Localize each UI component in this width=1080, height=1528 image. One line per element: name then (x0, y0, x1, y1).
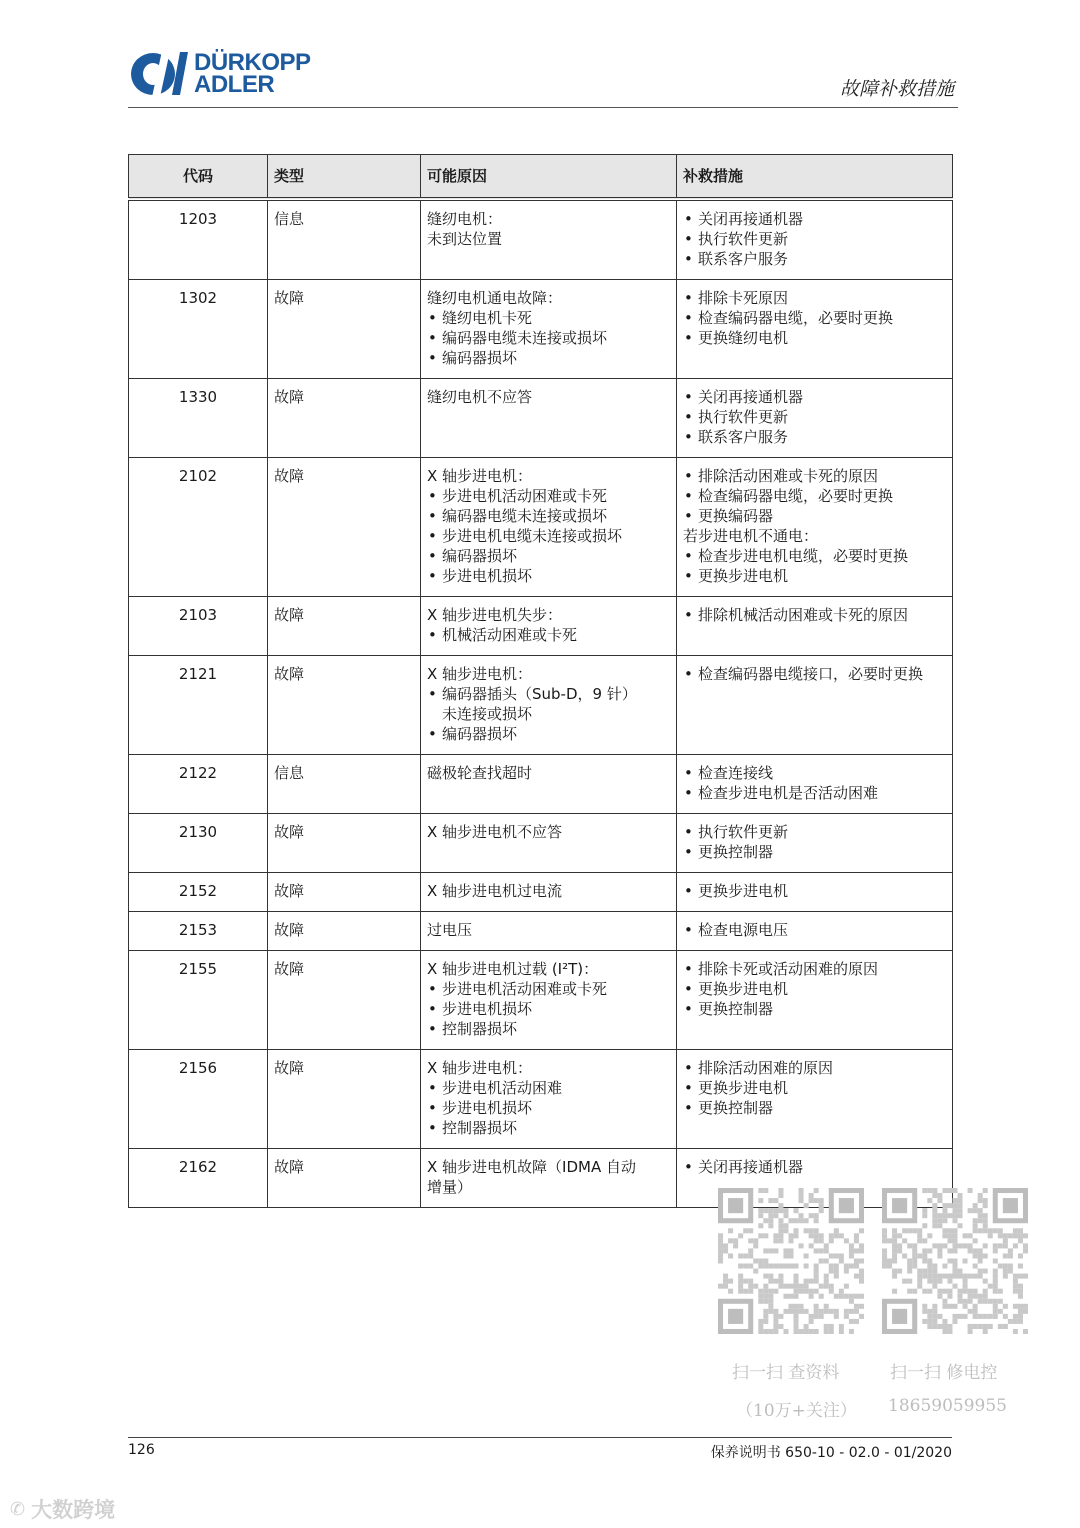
corner-watermark (10, 1494, 115, 1524)
bullet-item: • 更换编码器 (683, 506, 946, 526)
bullet-item: • 关闭再接通机器 (683, 1157, 946, 1177)
error-code: 2102 (129, 458, 268, 597)
bullet-item: • 检查编码器电缆，必要时更换 (683, 308, 946, 328)
table-row (129, 597, 953, 656)
text-line: 增量） (427, 1178, 473, 1196)
remedy-measures (677, 597, 953, 656)
possible-cause (421, 597, 677, 656)
table-row (129, 656, 953, 755)
bullet-item: • 编码器电缆未连接或损坏 (427, 506, 670, 526)
bullet-item: • 关闭再接通机器 (683, 209, 946, 229)
table-row (129, 199, 953, 280)
text-line: 磁极轮查找超时 (427, 764, 533, 782)
bullet-item: • 检查连接线 (683, 763, 946, 783)
section-title: 故障补救措施 (839, 78, 954, 100)
error-type: 信息 (268, 755, 421, 814)
bullet-item: • 更换控制器 (683, 1098, 946, 1118)
error-code: 2156 (129, 1050, 268, 1149)
possible-cause (421, 814, 677, 873)
bullet-item: • 步进电机损坏 (427, 999, 670, 1019)
remedy-measures (677, 280, 953, 379)
brand-line-2: ADLER (194, 71, 275, 98)
bullet-item: • 机械活动困难或卡死 (427, 625, 670, 645)
text-line: X 轴步进电机： (427, 665, 533, 683)
bullet-item: • 步进电机损坏 (427, 1098, 670, 1118)
bullet-item: • 编码器插头（Sub-D，9 针） (427, 684, 670, 704)
brand-wordmark (194, 49, 311, 98)
bullet-item: • 步进电机电缆未连接或损坏 (427, 526, 670, 546)
bullet-item: • 联系客户服务 (683, 427, 946, 447)
bullet-item: • 控制器损坏 (427, 1019, 670, 1039)
bullet-item: • 更换步进电机 (683, 979, 946, 999)
table-row (129, 873, 953, 912)
possible-cause (421, 1149, 677, 1208)
bullet-item: • 编码器损坏 (427, 724, 670, 744)
error-code: 1203 (129, 199, 268, 280)
table-body (129, 199, 953, 1208)
error-type: 故障 (268, 1149, 421, 1208)
error-code: 2122 (129, 755, 268, 814)
bullet-item: • 编码器损坏 (427, 348, 670, 368)
bullet-item: • 更换控制器 (683, 842, 946, 862)
text-line: 未到达位置 (427, 230, 503, 248)
bullet-item: • 排除卡死原因 (683, 288, 946, 308)
column-header-remedy: 补救措施 (677, 155, 953, 200)
text-line: 缝纫电机通电故障： (427, 289, 563, 307)
remedy-measures (677, 912, 953, 951)
column-header-type: 类型 (268, 155, 421, 200)
bullet-item: • 排除机械活动困难或卡死的原因 (683, 605, 946, 625)
error-type: 故障 (268, 1050, 421, 1149)
bullet-item: • 编码器电缆未连接或损坏 (427, 328, 670, 348)
error-code: 2121 (129, 656, 268, 755)
error-type: 信息 (268, 199, 421, 280)
bullet-item: • 联系客户服务 (683, 249, 946, 269)
bullet-item: • 检查电源电压 (683, 920, 946, 940)
error-code: 2152 (129, 873, 268, 912)
error-type: 故障 (268, 656, 421, 755)
remedy-measures (677, 814, 953, 873)
brand-line-1: DÜRKOPP (194, 49, 311, 76)
brand-logo (128, 50, 311, 98)
error-code-table (128, 154, 953, 1208)
bullet-item: • 步进电机活动困难或卡死 (427, 486, 670, 506)
remedy-measures (677, 755, 953, 814)
text-line: X 轴步进电机不应答 (427, 823, 563, 841)
text-line: X 轴步进电机： (427, 1059, 533, 1077)
error-type: 故障 (268, 814, 421, 873)
qr-caption: 扫一扫 修电控 (890, 1363, 998, 1383)
possible-cause (421, 912, 677, 951)
remedy-measures (677, 458, 953, 597)
error-type: 故障 (268, 458, 421, 597)
bullet-item: • 更换步进电机 (683, 566, 946, 586)
remedy-measures (677, 656, 953, 755)
bullet-item: • 更换控制器 (683, 999, 946, 1019)
error-code: 2103 (129, 597, 268, 656)
text-line: X 轴步进电机过电流 (427, 882, 563, 900)
error-code: 2153 (129, 912, 268, 951)
error-type: 故障 (268, 873, 421, 912)
error-code: 1330 (129, 379, 268, 458)
text-line: 缝纫电机不应答 (427, 388, 533, 406)
bullet-item: • 控制器损坏 (427, 1118, 670, 1138)
bullet-item: • 更换步进电机 (683, 1078, 946, 1098)
error-type: 故障 (268, 951, 421, 1050)
table-row (129, 814, 953, 873)
bullet-item: • 检查编码器电缆接口，必要时更换 (683, 664, 946, 684)
remedy-measures (677, 873, 953, 912)
table-row (129, 458, 953, 597)
document-reference: 保养说明书 650-10 - 02.0 - 01/2020 (710, 1445, 952, 1461)
text-line: X 轴步进电机过载 (I²T)： (427, 960, 599, 978)
table-row (129, 280, 953, 379)
error-type: 故障 (268, 912, 421, 951)
remedy-measures (677, 379, 953, 458)
footer-divider (128, 1437, 952, 1438)
error-type: 故障 (268, 597, 421, 656)
text-line: X 轴步进电机失步： (427, 606, 563, 624)
text-line: 若步进电机不通电： (683, 527, 819, 545)
column-header-cause: 可能原因 (421, 155, 677, 200)
table-row (129, 1050, 953, 1149)
table-row (129, 379, 953, 458)
possible-cause (421, 1050, 677, 1149)
possible-cause (421, 280, 677, 379)
possible-cause (421, 755, 677, 814)
possible-cause (421, 656, 677, 755)
table-row (129, 755, 953, 814)
possible-cause (421, 951, 677, 1050)
table-header-row (129, 155, 953, 200)
remedy-measures (677, 951, 953, 1050)
error-code: 2155 (129, 951, 268, 1050)
error-code: 2162 (129, 1149, 268, 1208)
error-code: 1302 (129, 280, 268, 379)
qr-caption: 扫一扫 查资料 (732, 1363, 840, 1383)
bullet-item: • 更换缝纫电机 (683, 328, 946, 348)
bullet-item: • 检查步进电机电缆，必要时更换 (683, 546, 946, 566)
text-line: 缝纫电机： (427, 210, 503, 228)
bullet-item: • 缝纫电机卡死 (427, 308, 670, 328)
error-code: 2130 (129, 814, 268, 873)
text-line: 过电压 (427, 921, 473, 939)
remedy-measures (677, 1050, 953, 1149)
qr-code-icon (718, 1188, 864, 1334)
bullet-item: • 执行软件更新 (683, 407, 946, 427)
bullet-item: • 检查步进电机是否活动困难 (683, 783, 946, 803)
qr-caption: 18659059955 (888, 1396, 1007, 1416)
bullet-item: • 更换步进电机 (683, 881, 946, 901)
watermark-text: 大数跨境 (31, 1498, 116, 1522)
text-line: 未连接或损坏 (442, 705, 533, 723)
header-divider (128, 107, 958, 108)
possible-cause (421, 199, 677, 280)
table-row (129, 951, 953, 1050)
bullet-item: • 执行软件更新 (683, 229, 946, 249)
bullet-item: • 排除活动困难或卡死的原因 (683, 466, 946, 486)
duerkopp-adler-logo-icon (128, 50, 188, 98)
text-line: X 轴步进电机： (427, 467, 533, 485)
possible-cause (421, 458, 677, 597)
bullet-item: • 执行软件更新 (683, 822, 946, 842)
bullet-item: • 排除活动困难的原因 (683, 1058, 946, 1078)
possible-cause (421, 873, 677, 912)
possible-cause (421, 379, 677, 458)
bullet-item: • 步进电机活动困难或卡死 (427, 979, 670, 999)
page-number: 126 (128, 1442, 155, 1458)
table-row (129, 912, 953, 951)
bullet-item: • 编码器损坏 (427, 546, 670, 566)
error-type: 故障 (268, 280, 421, 379)
qr-caption: （10万+关注） (736, 1401, 857, 1421)
qr-code-icon (882, 1188, 1028, 1334)
text-line: X 轴步进电机故障（IDMA 自动 (427, 1158, 636, 1176)
bullet-item: • 排除卡死或活动困难的原因 (683, 959, 946, 979)
bullet-item: • 检查编码器电缆，必要时更换 (683, 486, 946, 506)
bullet-item: • 步进电机损坏 (427, 566, 670, 586)
bullet-item: • 步进电机活动困难 (427, 1078, 670, 1098)
watermark-logo-icon: ✆ (10, 1498, 26, 1520)
error-type: 故障 (268, 379, 421, 458)
remedy-measures (677, 199, 953, 280)
bullet-item: • 关闭再接通机器 (683, 387, 946, 407)
column-header-code: 代码 (129, 155, 268, 200)
